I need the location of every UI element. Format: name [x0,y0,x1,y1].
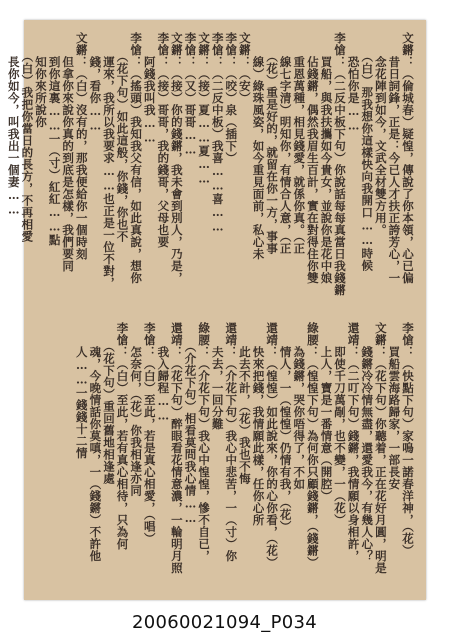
text-line: 恐怕你是…… [346,32,361,133]
text-line: 李愴：（白）至此，若是真心相愛，（唱） [142,322,157,545]
document-sheet [6,20,426,600]
image-caption: 20060021094_P034 [132,612,317,633]
text-line: 到你這裏……一（寸）紅紅……點 [47,32,62,246]
text-line: （白）我把你當日的長方，不再相愛 [20,32,35,243]
text-line: 佔錢鏘，偶然我眉生百計，實在對得住你雙 [305,32,320,284]
text-line: 快來把錢，我情願此樣，任你心所 [251,322,266,526]
text-line: 李愴：（又）哥哥…… [183,32,198,157]
text-line: 上人，寶是一番情意（開腔） [319,322,334,502]
upper-text-columns [6,32,415,302]
text-line: 買船雲海路歸家，一部長安 [387,322,402,490]
lower-text-columns [36,322,414,592]
text-line: 文鏘：（安） [237,32,252,104]
text-line: 此去不計，（花）我也不悔 [237,322,252,485]
text-line: 重恩萬種，相見錢愛，就係你真。（正 [292,32,307,255]
text-line: 還靖：（介花下句）我心中悲苦，一（寸）你 [224,322,239,562]
text-line: 李愴：（接）哥哥，我的錢哥，父母也要 [156,32,171,248]
text-line: 李愴：（二反中板）我喜……喜…… [210,32,225,234]
text-line: 夫去，一回分難 [210,322,225,430]
text-line: 阿錢我叫我…… [142,32,157,145]
text-line: （介花下句）相看莫問我心情…… [183,322,198,526]
text-line: 還靖：（花下句）醉眼看花情意濃，一輪明月照 [169,322,184,574]
text-line: 我入歸程…… [156,322,171,423]
text-line: 錢鏘冷冷情無盡，還愛我今，有幾人心？ [360,322,375,562]
text-line: 文鏘：（接）你的錢鏘，我未會到別人，乃是， [169,32,184,284]
text-line: 錢，看你…… [88,32,103,133]
text-line: 李愴：（快點下句）家嗚一諾春洋神，（花） [401,322,415,557]
text-line: 念花陣到如今，文武全材雙方用。 [373,32,388,236]
text-line: 線七字清）明知你，有情合人意，（正 [278,32,293,255]
text-line: 線）綠珠風姿，如今重見面前，私心未 [251,32,266,260]
text-line: 李愴：（二反中板下句）你說話每每真當日我錢鏘 [333,32,348,296]
text-line: 人……一錢錢十二情 [74,322,89,459]
text-line: 文鏘：（白）沒有的，那我便給你一個時刻 [74,32,89,260]
text-line: 情人，一（惶惶）仍情有我，（花） [278,322,293,533]
text-line: 文鏘：（倫城春）疑惶，傳說了你本領，心已偏 [401,32,415,284]
text-line: 還靖：（惶惶）如此說來，你的心你看，（花） [265,322,280,569]
text-line: 但拿你來說你真的到底是怎樣，我們要同 [61,32,76,272]
text-line: 即使千刀萬剮，也不變，一（花） [333,322,348,526]
text-line: 知你來所說你 [33,32,48,128]
text-line: 為錢鏘，哭你唔得了，不如 [292,322,307,490]
text-line: 文鏘：（接）夏……夏…… [197,32,212,186]
text-line: 昔日詞鋒，正是：今已人才扶正誇芳心，一 [387,32,402,284]
text-line: 綠腰：（惶惶下句）為何你只顧錢鏘，（錢鏘） [305,322,320,569]
lower-text-block [24,310,426,600]
text-line: 文鏘：（花下句）你聽着，正在花好月圓，明是 [373,322,388,574]
text-line: 怎奈何，（花）你我相逢亦同 [129,322,144,497]
text-line: 李愴：（咬）泉（插下） [224,32,239,164]
text-line: 長你如今，叫我出一個妻…… [6,32,21,217]
text-line: （花）重是好的，就留在你一方，事事 [265,32,280,255]
text-line: 李愴：（搖頭）我知我父有信，如此真說，想你 [129,32,144,284]
text-line: （白）那我想你這樣快向我開口……時候 [360,32,375,272]
text-line: （花下句）如此這般，你錢，你也不 [115,32,130,243]
text-line: 綠腰：（介花下句）我心中惶惶，慘不自已， [197,322,212,562]
text-line: （花下句）重回舊地相逢處 [101,322,116,485]
text-line: 還靖：（二叮下句）錢鏘，我情願以身相許， [346,322,361,562]
text-line: 李愴：（白）至此，若有真心相待，只為何 [115,322,130,550]
text-line: 魂，今晚情話你莫嗔，一（錢鏘）不許他 [88,322,103,562]
text-line: 運來，我所以我要求……也正是一位不對， [101,32,116,289]
text-line: 買船，與我扶攜如今貴女，並說你是花中娘 [319,32,334,284]
upper-text-block [6,20,426,310]
